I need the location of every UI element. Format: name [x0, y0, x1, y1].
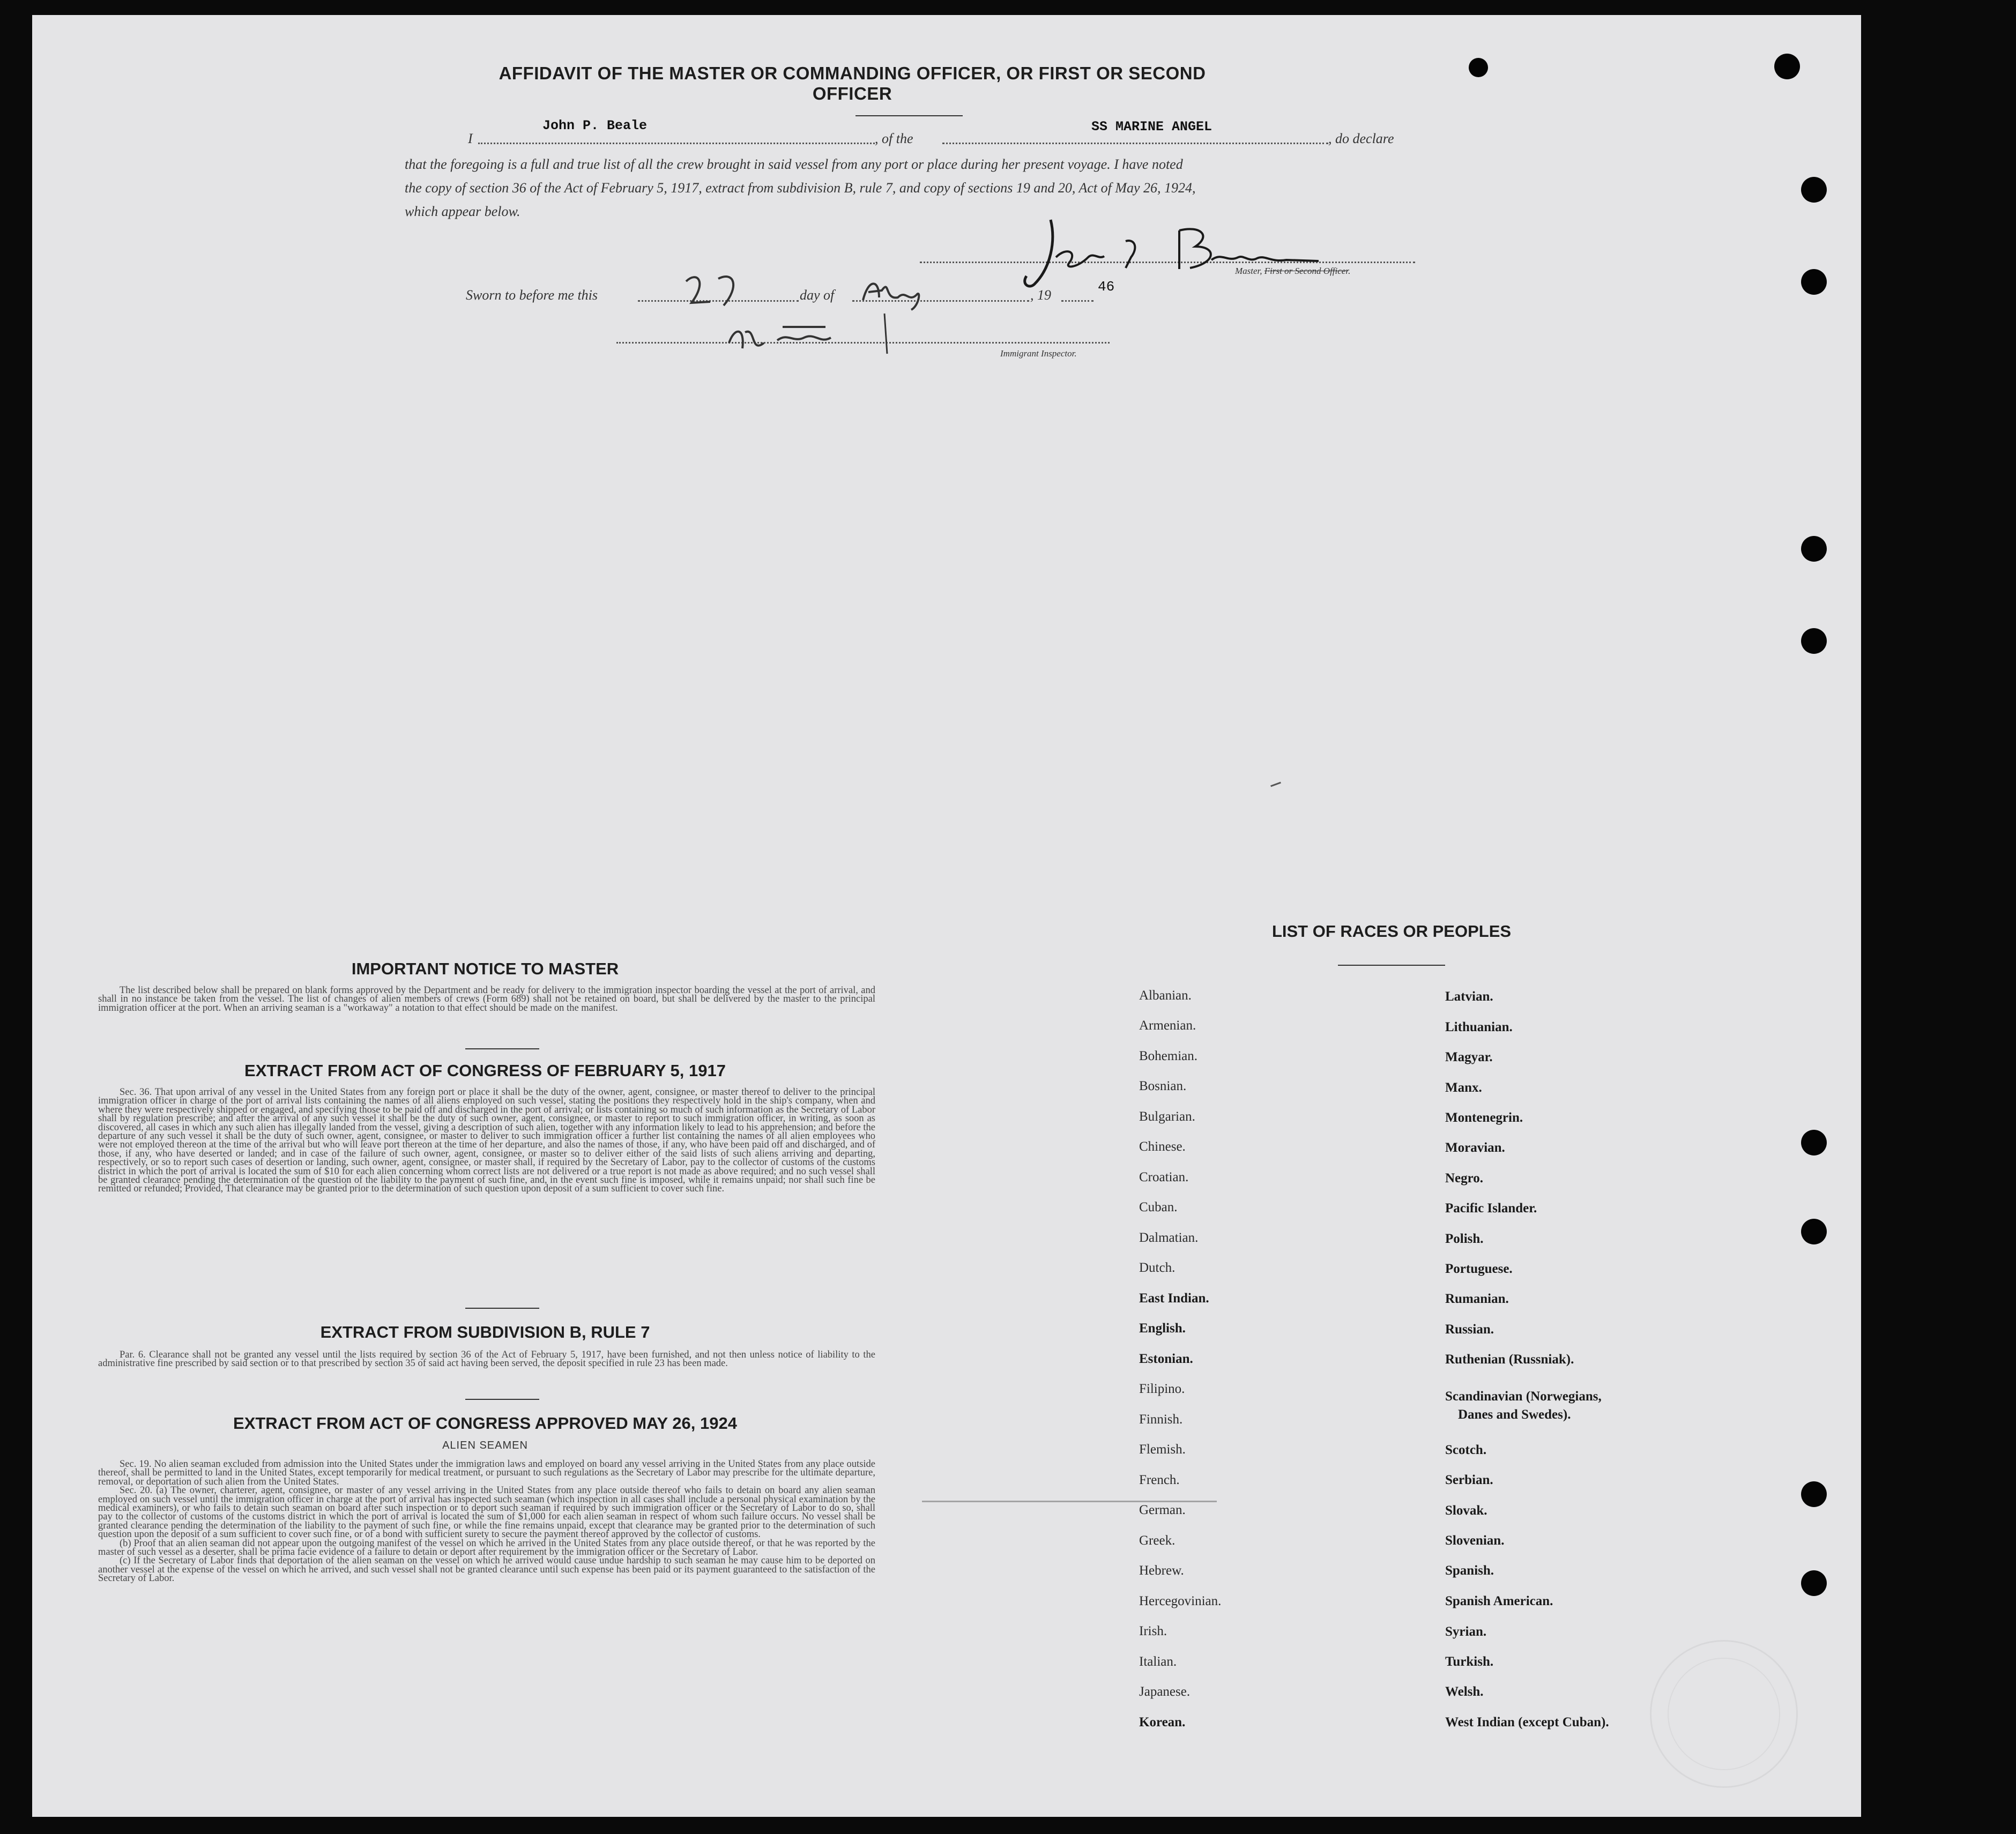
sworn-prefix: Sworn to before me this [466, 287, 598, 303]
race-item: Ruthenian (Russniak). [1445, 1352, 1574, 1367]
race-item: Danes and Swedes). [1458, 1407, 1571, 1422]
race-item: Filipino. [1139, 1382, 1185, 1396]
caption-period: . [1348, 266, 1351, 276]
race-item: Rumanian. [1445, 1292, 1509, 1306]
extract-rule7-title: EXTRACT FROM SUBDIVISION B, RULE 7 [320, 1323, 650, 1341]
race-item: Hercegovinian. [1139, 1594, 1222, 1608]
race-item: Magyar. [1445, 1050, 1493, 1064]
race-item: Syrian. [1445, 1624, 1487, 1639]
extract-1924-sec19: Sec. 19. No alien seaman excluded from admission into the United States under the immigration laws and employed on board any vessel arriving in the United States from any place outside thereof, shall be permitted to land in the United States, except temporarily for medical treatment, or pursuant to such regulations as the Secretary of Labor may prescribe for the ultimate departure, removal, or deportation of such alien from the United States. [98, 1459, 875, 1487]
race-item: Portuguese. [1445, 1262, 1513, 1276]
extract-1924-sec20a: Sec. 20. (a) The owner, charterer, agent, consignee, or master of any vessel arriving in the United States from any place outside thereof who fails to detain on board any alien seaman employed on such vessel until the immigration officer in charge at the port of arrival has inspected such seaman (which inspection in all cases shall include a personal physical examination by the medical examiners), or who fails to detain such seaman on board after such inspection or to deport such seaman if required by such immigration officer or the Secretary of Labor to do so, shall pay to the collector of customs of the customs district in which the port of arrival is located the sum of $1,000 for each alien seaman in respect of whom such failure occurs. No vessel shall be granted clearance pending the determination of the liability to the payment of such fine, or while the fine remains unpaid, except that clearance may be granted prior to the determination of such question upon the deposit of a sum sufficient to cover such fine, or of a bond with sufficient surety to secure the payment thereof approved by the collector of customs. [98, 1485, 875, 1540]
embossed-seal [1650, 1640, 1798, 1788]
name-fill-line [478, 143, 875, 144]
race-item: Scandinavian (Norwegians, [1445, 1389, 1602, 1404]
master-signature [1018, 209, 1340, 295]
race-item: Turkish. [1445, 1654, 1494, 1669]
affidavit-line2: that the foregoing is a full and true list of all the crew brought in said vessel from any port or place during her present voyage. I have noted [405, 156, 1183, 172]
binder-hole [1801, 269, 1827, 295]
race-item: English. [1139, 1321, 1186, 1336]
race-item: Italian. [1139, 1654, 1177, 1669]
master-signature-caption [1235, 266, 1350, 277]
sworn-month-handwriting [858, 273, 933, 311]
extract-1924-subtitle: ALIEN SEAMEN [442, 1440, 528, 1451]
caption-master: Master, [1235, 266, 1264, 276]
section-divider [465, 1048, 539, 1049]
title-divider [856, 115, 963, 116]
race-item: German. [1139, 1503, 1186, 1517]
race-item: Finnish. [1139, 1412, 1183, 1427]
race-item: Irish. [1139, 1624, 1167, 1638]
notice-text: The list described below shall be prepared on blank forms approved by the Department and be ready for delivery to the immigration inspector boarding the vessel at the port of arrival, and shall in no instance be taken from the vessel. The list of changes of alien members of crews (Form 689) shall not be retained on board, but shall be delivered by the master to the principal immigration officer at the port. When an arriving seaman is a "workaway" a notation to that effect should be made on the manifest. [98, 985, 875, 1013]
binder-hole [1469, 58, 1488, 77]
race-item: Slovenian. [1445, 1533, 1505, 1548]
race-item: Russian. [1445, 1322, 1494, 1337]
race-item: Lithuanian. [1445, 1020, 1513, 1034]
race-item: Estonian. [1139, 1352, 1193, 1366]
sworn-year-line [1061, 300, 1093, 302]
race-item: Welsh. [1445, 1684, 1484, 1699]
race-item: Polish. [1445, 1232, 1484, 1246]
race-item: Albanian. [1139, 988, 1192, 1003]
master-name: John P. Beale [542, 118, 648, 133]
race-item: East Indian. [1139, 1291, 1209, 1306]
sworn-day-handwriting [681, 271, 756, 314]
race-item: Spanish. [1445, 1563, 1494, 1578]
notice-title: IMPORTANT NOTICE TO MASTER [351, 959, 619, 978]
affidavit-line1-prefix: I [468, 131, 473, 146]
race-item: Bohemian. [1139, 1049, 1198, 1063]
vessel-name: SS MARINE ANGEL [1091, 119, 1212, 135]
race-item: Latvian. [1445, 989, 1493, 1004]
race-item: Cuban. [1139, 1200, 1178, 1214]
race-item: Scotch. [1445, 1443, 1487, 1457]
race-item: Dalmatian. [1139, 1231, 1199, 1245]
race-item: Armenian. [1139, 1018, 1196, 1033]
race-item: Japanese. [1139, 1684, 1191, 1699]
inspector-signature [718, 311, 922, 359]
race-item: Montenegrin. [1445, 1110, 1523, 1125]
race-item: Korean. [1139, 1715, 1186, 1729]
race-item: Negro. [1445, 1171, 1484, 1186]
race-item: Slovak. [1445, 1503, 1487, 1518]
race-item: Flemish. [1139, 1442, 1186, 1457]
stray-mark [922, 1501, 1217, 1502]
race-item: Greek. [1139, 1533, 1176, 1548]
sworn-day-label: day of [800, 287, 835, 303]
affidavit-line3: the copy of section 36 of the Act of February 5, 1917, extract from subdivision B, rule 7, and copy of sections 19 and 20, Act of May 26, 1924, [405, 180, 1196, 196]
affidavit-title: AFFIDAVIT OF THE MASTER OR COMMANDING OFFICER, OR FIRST OR SECOND OFFICER [499, 63, 1206, 103]
affidavit-line1-suffix: , do declare [1328, 131, 1394, 146]
race-item: Croatian. [1139, 1170, 1189, 1184]
binder-hole [1801, 177, 1827, 203]
affidavit-line1-mid: , of the [875, 131, 913, 146]
race-item: Serbian. [1445, 1473, 1493, 1487]
race-item: Dutch. [1139, 1261, 1176, 1275]
race-item: Moravian. [1445, 1140, 1505, 1155]
binder-hole [1801, 1219, 1827, 1244]
binder-hole [1774, 54, 1800, 79]
section-divider [465, 1399, 539, 1400]
extract-1917-text: Sec. 36. That upon arrival of any vessel in the United States from any foreign port or place it shall be the duty of the owner, agent, consignee, or master thereof to deliver to the principal immigration officer in charge of the port of arrival lists containing the names of all aliens employed on such vessel, stating the positions they respectively hold in the ship's company, when and where they were respectively shipped or engaged, and specifying those to be paid off and discharged in the port of arrival; or lists containing so much of such information as the Secretary of Labor shall by regulation prescribe; and after the arrival of any such vessel it shall be the duty of such owner, agent, consignee, or master to report to such immigration officer, in writing, as soon as discovered, all cases in which any such alien has illegally landed from the vessel, giving a description of such alien, together with any information likely to lead to his apprehension; and before the departure of any such vessel it shall be the duty of such owner, agent, consignee, or master to deliver to such immigration officer a further list containing the names of all alien employees who were not employed thereon at the time of the arrival but who will leave port thereon at the time of her departure, and also the names of those, if any, who have been paid off and discharged, and of those, if any, who have deserted or landed; and in case of the failure of such owner, agent, consignee, or master so to deliver either of the said lists of such aliens arriving and departing, respectively, or so to report such cases of desertion or landing, such owner, agent, consignee, or master shall, if required by the Secretary of Labor, pay to the collector of customs of the customs district in which the port of arrival is located the sum of $10 for each alien concerning whom correct lists are not delivered or a true report is not made as above required; and no such vessel shall be granted clearance pending the determination of the question of the liability to the payment of such fine, and, in the event such fine is imposed, while it remains unpaid; nor shall such fine be remitted or refunded; Provided, That clearance may be granted prior to the determination of such question upon deposit of a sum sufficient to cover such fine. [98, 1087, 875, 1195]
race-item: Pacific Islander. [1445, 1201, 1537, 1216]
race-item: West Indian (except Cuban). [1445, 1715, 1609, 1729]
race-item: Bosnian. [1139, 1079, 1187, 1093]
extract-rule7-text: Par. 6. Clearance shall not be granted any vessel until the lists required by section 36 of the Act of February 5, 1917, have been furnished, and not then unless notice of liability to the administrative fine prescribed by said section or to that prescribed by section 35 of said act having been served, the deposit specified in rule 23 has been made. [98, 1350, 875, 1369]
extract-1917-title: EXTRACT FROM ACT OF CONGRESS OF FEBRUARY 5, 1917 [244, 1061, 726, 1080]
binder-hole [1801, 1130, 1827, 1155]
binder-hole [1801, 1570, 1827, 1596]
section-divider [465, 1308, 539, 1309]
race-item: French. [1139, 1473, 1180, 1487]
race-item: Hebrew. [1139, 1563, 1184, 1578]
race-item: Chinese. [1139, 1139, 1186, 1154]
inspector-caption: Immigrant Inspector. [1000, 348, 1077, 359]
extract-1924-sec20c: (c) If the Secretary of Labor finds that deportation of the alien seaman on the vessel on which he arrived would cause undue hardship to such seaman he may cause him to be deported on another vessel at the expense of the vessel on which he arrived, and such vessel shall not be granted clearance until such expense has been paid or its payment guaranteed to the satisfaction of the Secretary of Labor. [98, 1555, 875, 1584]
race-item: Spanish American. [1445, 1594, 1553, 1608]
vessel-fill-line [942, 143, 1328, 144]
caption-struck-officer: First or Second Officer [1264, 266, 1349, 276]
embossed-seal-inner [1668, 1658, 1780, 1770]
extract-1924-title: EXTRACT FROM ACT OF CONGRESS APPROVED MAY 26, 1924 [233, 1414, 737, 1433]
races-title: LIST OF RACES OR PEOPLES [1271, 922, 1512, 941]
affidavit-line4: which appear below. [405, 204, 520, 219]
binder-hole [1801, 628, 1827, 654]
sworn-year-prefix: , 19 [1030, 287, 1051, 303]
race-item: Bulgarian. [1139, 1109, 1195, 1124]
binder-hole [1801, 1481, 1827, 1507]
races-divider [1338, 965, 1445, 966]
binder-hole [1801, 536, 1827, 562]
race-item: Manx. [1445, 1080, 1482, 1095]
extract-1924-sec20b: (b) Proof that an alien seaman did not appear upon the outgoing manifest of the vessel on which he arrived in the United States from any place outside thereof, or that he was reported by the master of such vessel as a deserter, shall be prima facie evidence of a failure to detain or deport after requirement by the immigration officer or the Secretary of Labor. [98, 1538, 875, 1558]
sworn-year: 46 [1098, 279, 1115, 295]
extract-1924-text [98, 1460, 875, 1583]
